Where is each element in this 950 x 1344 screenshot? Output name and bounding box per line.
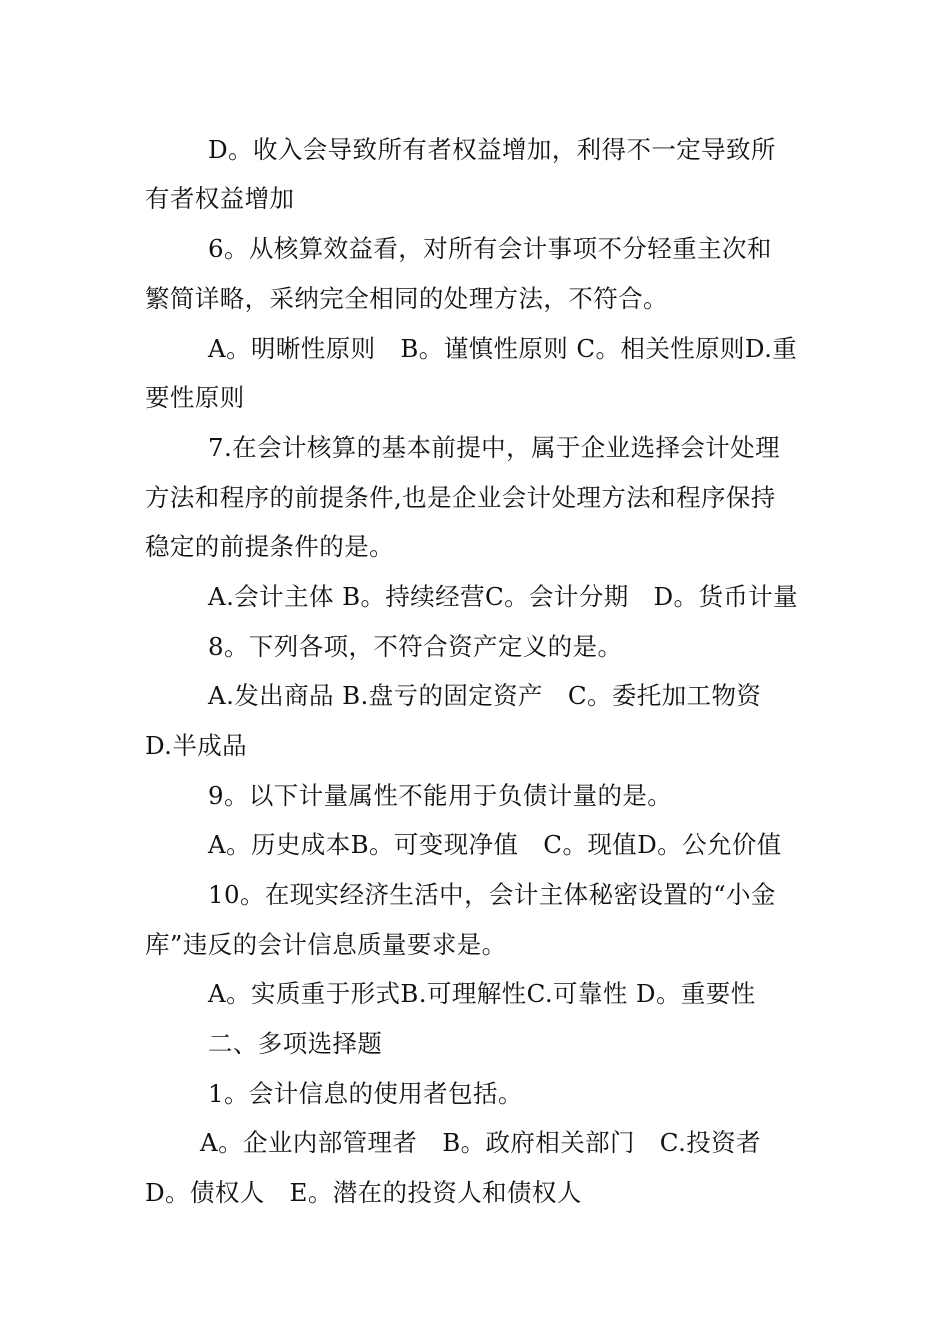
question-8-options-line2: D.半成品 [145, 731, 248, 760]
question-6-line2: 繁简详略，采纳完全相同的处理方法，不符合。 [145, 284, 668, 313]
question-9: 9。以下计量属性不能用于负债计量的是。 [208, 781, 673, 810]
question-10-line2: 库”违反的会计信息质量要求是。 [145, 930, 507, 959]
question-7-line1: 7.在会计核算的基本前提中，属于企业选择会计处理 [208, 433, 780, 462]
question-10-line1: 10。在现实经济生活中，会计主体秘密设置的“小金 [208, 880, 776, 909]
question-7-line2: 方法和程序的前提条件,也是企业会计处理方法和程序保持 [145, 483, 776, 512]
option-d-q5-line1: D。收入会导致所有者权益增加，利得不一定导致所 [208, 135, 776, 164]
question-6-line1: 6。从核算效益看，对所有会计事项不分轻重主次和 [208, 234, 772, 263]
question-7-line3: 稳定的前提条件的是。 [145, 532, 394, 561]
question-8-options-line1: A.发出商品 B.盘亏的固定资产 C。委托加工物资 [208, 681, 762, 710]
question-6-options-line2: 要性原则 [145, 383, 245, 412]
question-10-options: A。实质重于形式B.可理解性C.可靠性 D。重要性 [208, 979, 756, 1008]
option-d-q5-line2: 有者权益增加 [145, 184, 295, 213]
question-9-options: A。历史成本B。可变现净值 C。现值D。公允价值 [208, 830, 782, 859]
question-8: 8。下列各项，不符合资产定义的是。 [208, 632, 623, 661]
question-6-options-line1: A。明晰性原则 B。谨慎性原则 C。相关性原则D.重 [208, 334, 798, 363]
mc-question-1-options-line1: A。企业内部管理者 B。政府相关部门 C.投资者 [200, 1128, 761, 1157]
question-7-options: A.会计主体 B。持续经营C。会计分期 D。货币计量 [208, 582, 799, 611]
mc-question-1-options-line2: D。债权人 E。潜在的投资人和债权人 [145, 1178, 582, 1207]
section-heading-multiple-choice: 二、多项选择题 [208, 1029, 383, 1058]
mc-question-1: 1。会计信息的使用者包括。 [208, 1079, 523, 1108]
